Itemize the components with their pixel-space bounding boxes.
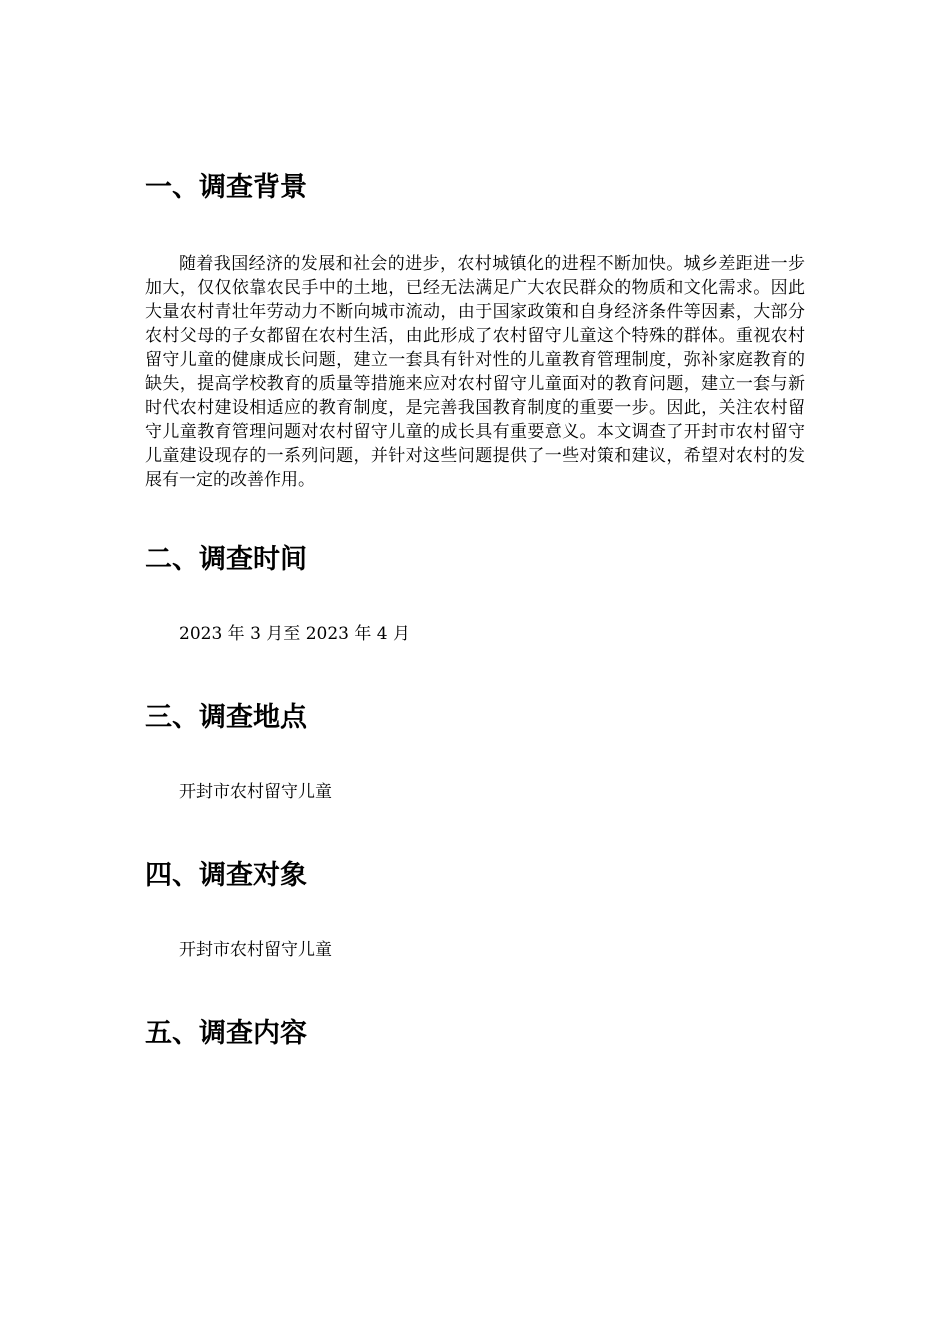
section-heading-background: 一、调查背景 (145, 172, 307, 203)
section-body-background: 随着我国经济的发展和社会的进步，农村城镇化的进程不断加快。城乡差距进一步加大，仅仅依靠农民手中的土地，已经无法满足广大农民群众的物质和文化需求。因此大量农村青壮年劳动力不断向城市流动，由于国家政策和自身经济条件等因素，大部分农村父母的子女都留在农村生活，由此形成了农村留守儿童这个特殊的群体。重视农村留守儿童的健康成长问题，建立一套具有针对性的儿童教育管理制度，弥补家庭教育的缺失，提高学校教育的质量等措施来应对农村留守儿童面对的教育问题，建立一套与新时代农村建设相适应的教育制度，是完善我国教育制度的重要一步。因此，关注农村留守儿童教育管理问题对农村留守儿童的成长具有重要意义。本文调查了开封市农村留守儿童建设现存的一系列问题，并针对这些问题提供了一些对策和建议，希望对农村的发展有一定的改善作用。 (145, 254, 805, 490)
section-body-time: 2023 年 3 月至 2023 年 4 月 (179, 624, 410, 644)
section-heading-content: 五、调查内容 (145, 1018, 307, 1049)
section-body-subjects: 开封市农村留守儿童 (179, 940, 332, 960)
section-heading-time: 二、调查时间 (145, 544, 307, 575)
document-content (145, 166, 805, 1056)
section-heading-subjects: 四、调查对象 (145, 860, 307, 891)
section-body-location: 开封市农村留守儿童 (179, 782, 332, 802)
section-heading-location: 三、调查地点 (145, 702, 307, 733)
